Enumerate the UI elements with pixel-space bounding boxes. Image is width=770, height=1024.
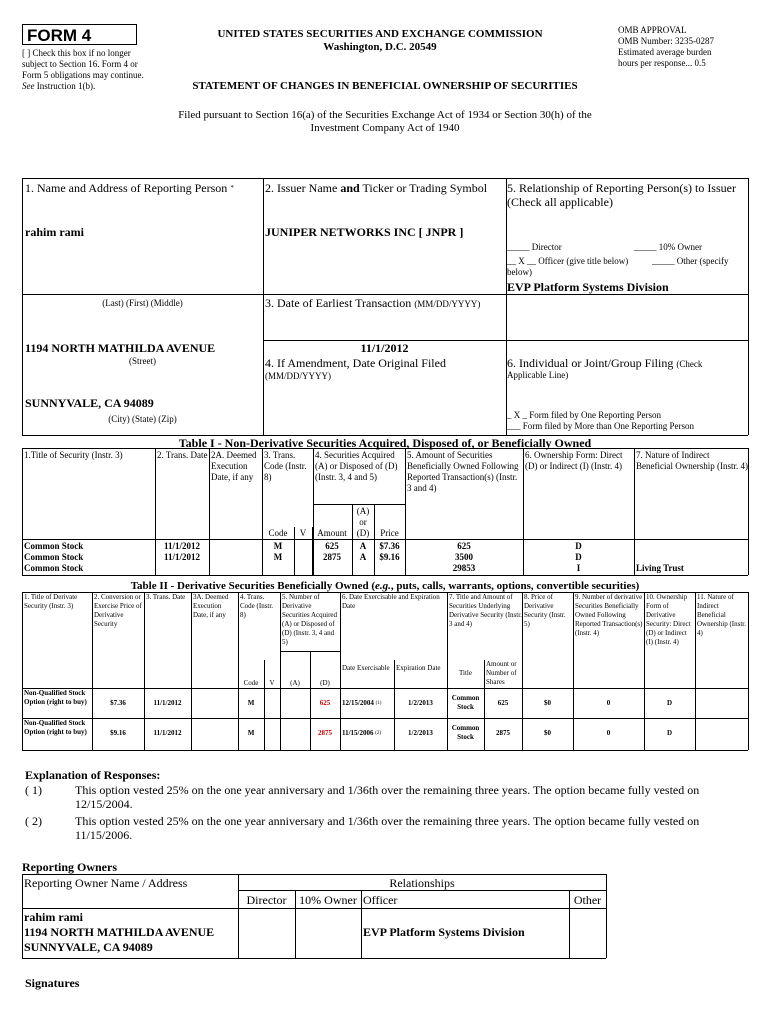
explanation-text: This option vested 25% on the one year anniversary and 1/36th over the remaining three years. The option became fully vested on 11/15/2006. [75,814,700,842]
form-title-box [22,24,137,45]
owner-city: SUNNYVALE, CA 94089 [24,940,153,954]
rel-other-cont: below) [507,267,532,277]
t2-owned: 0 [606,699,611,707]
t2-conversion: $7.36 [110,699,126,707]
t1-price: $9.16 [379,552,400,562]
t2-sub-title: Title [459,669,472,677]
t2-d: 2875 [318,729,332,737]
owners-col-other: Other [573,893,602,907]
t2-sub-expiration: Expiration Date [396,664,441,672]
street-label: (Street) [129,356,156,366]
t2-col-title: 1. Title of Derivate Security (Instr. 3) [24,593,78,610]
t2-title: Non-Qualified Stock Option (right to buy) [24,719,87,736]
signatures-heading: Signatures [25,976,80,990]
reporting-person-name: rahim rami [25,225,84,239]
t2-sub-code: Code [243,679,259,687]
t1-code: M [273,552,283,562]
earliest-transaction-date: 11/1/2012 [360,341,409,355]
explanation-text: This option vested 25% on the one year anniversary and 1/36th over the remaining three years. The option became fully vested on 12/15/2004. [75,783,700,811]
t1-owned: 29853 [452,563,476,573]
t1-title: Common Stock [24,563,84,573]
t2-title: Non-Qualified Stock Option (right to buy) [24,689,87,706]
t2-code: M [247,729,255,737]
t1-sub-code: Code [268,528,288,538]
t2-exercisable-date: 12/15/2004 [342,699,374,707]
t2-form: D [666,699,673,707]
t1-price: $7.36 [379,541,400,551]
name-parts-label: (Last) (First) (Middle) [102,298,183,308]
t2-price: $0 [544,729,551,737]
t1-col-date: 2. Trans. Date [157,450,208,460]
filing-multiple-persons: ___ Form filed by More than One Reporting Person [507,421,694,431]
t2-sub-v: V [269,679,275,687]
t1-col-code: 3. Trans. Code (Instr. 8) [264,450,307,482]
t2-expiration: 1/2/2013 [408,699,433,707]
filing-one-person: _ X _ Form filed by One Reporting Person [507,410,661,420]
city-label: (City) (State) (Zip) [108,414,177,424]
t1-col-owned: 5. Amount of Securities Beneficially Owned Following Reported Transaction(s) (Instr. 3 and 4) [407,450,519,493]
t2-footnote-ref: (1) [375,701,382,706]
t2-underlying-title: Common Stock [451,694,480,711]
t1-owned: 3500 [455,552,473,562]
rel-officer: __ X __ Officer (give title below) [507,256,629,266]
explanation-num: ( 2) [25,814,42,828]
rel-10pct-owner: _____ 10% Owner [634,242,702,252]
t1-owned: 625 [457,541,471,551]
t2-expiration: 1/2/2013 [408,729,433,737]
t2-exercisable-date: 11/15/2006 [342,729,374,737]
table2-title: Table II - Derivative Securities Beneficially Owned (e.g., puts, calls, warrants, options, convertible securities) [130,580,640,592]
t2-underlying-title: Common Stock [451,724,480,741]
t1-col-nature: 7. Nature of Indirect Beneficial Ownership (Instr. 4) [636,450,748,471]
t2-col-date: 3. Trans. Date [146,593,186,601]
omb-approval: OMB APPROVAL OMB Number: 3235-0287 Estimated average burden hours per response... 0.5 [618,25,714,68]
t2-col-exercise-dates: 6. Date Exercisable and Expiration Date [342,593,440,610]
t2-price: $0 [544,699,551,707]
t1-code: M [273,541,283,551]
t1-date: 11/1/2012 [163,541,200,551]
explanation-num: ( 1) [25,783,42,797]
box4-label: 4. If Amendment, Date Original Filed [265,356,446,370]
box1-label: 1. Name and Address of Reporting Person * [25,181,234,195]
t2-col-underlying: 7. Title and Amount of Securities Underlying Derivative Security (Instr. 3 and 4) [449,593,522,628]
t1-col-deemed: 2A. Deemed Execution Date, if any [211,450,257,482]
t2-col-price: 8. Price of Derivative Security (Instr. 5) [524,593,566,628]
t2-sub-exercisable: Date Exercisable [342,664,390,672]
t1-form: D [575,541,582,551]
t2-exercisable [342,729,394,738]
explanation-heading: Explanation of Responses: [25,768,161,782]
issuer-name: JUNIPER NETWORKS INC [ JNPR ] [265,225,464,239]
t1-ad: A [359,541,367,551]
table1-title: Table I - Non-Derivative Securities Acquired, Disposed of, or Beneficially Owned [178,436,592,450]
box5-label: 5. Relationship of Reporting Person(s) to Issuer (Check all applicable) [507,181,736,209]
box6-label: 6. Individual or Joint/Group Filing (Check [507,356,703,370]
t2-conversion: $9.16 [110,729,126,737]
t2-underlying-amount: 2875 [496,729,510,737]
t2-date: 11/1/2012 [153,729,182,737]
t1-nature: Living Trust [636,563,684,573]
owners-col-name: Reporting Owner Name / Address [24,876,188,890]
t2-col-number: 5. Number of Derivative Securities Acquired (A) or Disposed of (D) (Instr. 3, 4 and 5) [282,593,338,646]
t2-d: 625 [319,699,331,707]
t1-ad: A [359,552,367,562]
rel-other: _____ Other (specify [652,256,729,266]
t2-footnote-ref: (2) [375,731,382,736]
form-title: FORM 4 [27,26,92,45]
t2-underlying-amount: 625 [497,699,509,707]
check-box-notice: [ ] Check this box if no longer subject to Section 16. Form 4 or Form 5 obligations may continue. See Instruction 1(b). [22,48,144,91]
filed-pursuant: Filed pursuant to Section 16(a) of the Securities Exchange Act of 1934 or Section 30(h) of the Investment Company Act of 1940 [178,109,592,134]
t1-title: Common Stock [24,541,84,551]
agency-city: Washington, D.C. 20549 [323,41,437,53]
t1-sub-amount: Amount [317,528,347,538]
agency-name: UNITED STATES SECURITIES AND EXCHANGE COMMISSION [217,28,543,40]
t1-title: Common Stock [24,552,84,562]
t2-exercisable [342,699,394,708]
officer-title: EVP Platform Systems Division [507,280,669,294]
t2-col-code: 4. Trans. Code (Instr. 8) [240,593,274,619]
t1-amount: 625 [325,541,339,551]
explanation-item [25,814,743,842]
t1-col-ownership-form: 6. Ownership Form: Direct (D) or Indirect (I) (Instr. 4) [525,450,623,471]
t2-sub-d: (D) [320,679,330,687]
reporting-street: 1194 NORTH MATHILDA AVENUE [25,341,216,355]
t1-amount: 2875 [323,552,341,562]
t1-col-title: 1.Title of Security (Instr. 3) [24,450,123,460]
t2-col-nature: 11. Nature of Indirect Beneficial Ownership (Instr. 4) [697,593,746,637]
owner-officer-title: EVP Platform Systems Division [363,925,525,939]
owners-col-10pct: 10% Owner [299,893,357,907]
t1-sub-ad: (A) or (D) [356,506,370,538]
t1-form: D [575,552,582,562]
statement-title: STATEMENT OF CHANGES IN BENEFICIAL OWNERSHIP OF SECURITIES [192,80,578,92]
t2-sub-a: (A) [290,679,300,687]
owners-col-relationships: Relationships [389,876,455,890]
reporting-owners-heading: Reporting Owners [22,860,117,874]
t2-col-owned: 9. Number of derivative Securities Beneficially Owned Following Reported Transaction(s) (Instr. 4) [575,593,643,637]
t2-owned: 0 [606,729,611,737]
reporting-city: SUNNYVALE, CA 94089 [25,396,154,410]
box3-label: 3. Date of Earliest Transaction (MM/DD/YYYY) [265,296,481,310]
t1-col-acquired: 4. Securities Acquired (A) or Disposed of (D) (Instr. 3, 4 and 5) [315,450,398,482]
owner-name: rahim rami [24,910,83,924]
t1-date: 11/1/2012 [163,552,200,562]
t2-col-deemed: 3A. Deemed Execution Date, if any [193,593,229,619]
t2-date: 11/1/2012 [153,699,182,707]
t2-col-conversion: 2. Conversion or Exercise Price of Derivative Security [94,593,142,628]
t1-form: I [576,563,581,573]
owner-street: 1194 NORTH MATHILDA AVENUE [24,925,215,939]
t2-form: D [666,729,673,737]
t2-sub-amount: Amount or Number of Shares [486,660,517,686]
box4-format: (MM/DD/YYYY) [265,371,331,381]
explanation-item [25,783,743,811]
box2-label: 2. Issuer Name and Ticker or Trading Symbol [265,181,488,195]
t2-col-ownership-form: 10. Ownership Form of Derivative Security: Direct (D) or Indirect (I) (Instr. 4) [646,593,691,646]
t1-sub-price: Price [380,528,399,538]
owners-col-officer: Officer [363,893,398,907]
box6-label-cont: Applicable Line) [507,370,569,380]
rel-director: _____ Director [507,242,562,252]
owners-col-director: Director [246,893,287,907]
t1-sub-v: V [299,528,307,538]
t2-code: M [247,699,255,707]
explanation-list [25,783,743,842]
